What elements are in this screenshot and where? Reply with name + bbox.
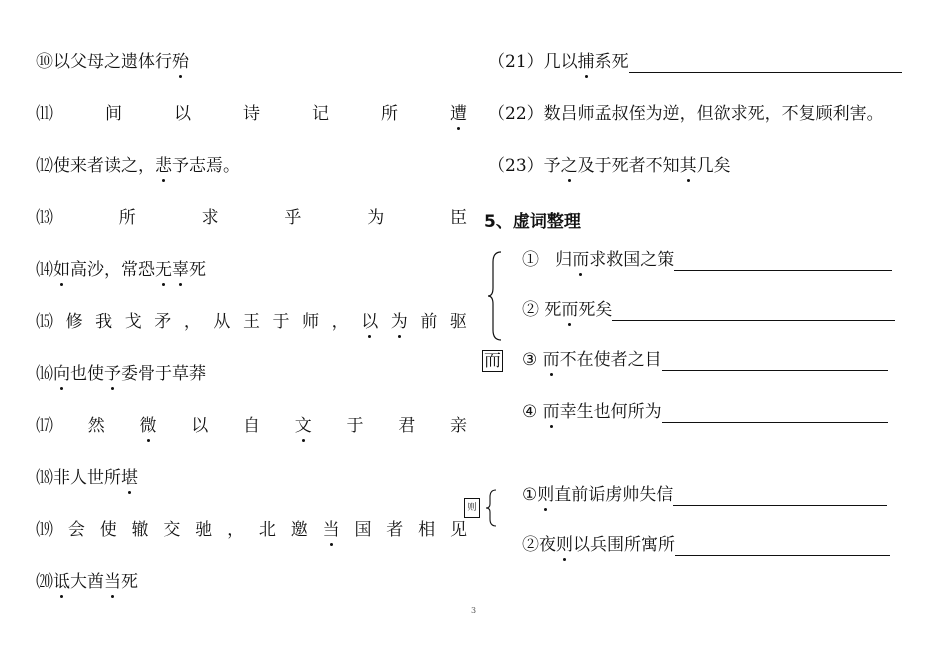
er-label: 而	[484, 351, 501, 371]
section-heading: 5、虚词整理	[484, 212, 581, 232]
answer-blank[interactable]	[662, 406, 888, 423]
line-23: （23）予之及于死者不知其几矣	[488, 156, 731, 176]
ze-item-2: ②夜则以兵围所寓所	[522, 534, 890, 556]
line-10: ⑩以父母之遗体行殆	[36, 52, 189, 72]
line-16: ⒃向也使予委骨于草莽	[36, 364, 206, 384]
brace-er	[487, 250, 503, 342]
line-20: ⒇诋大酋当死	[36, 572, 138, 592]
answer-blank[interactable]	[662, 354, 888, 371]
answer-blank[interactable]	[673, 489, 887, 506]
brace-ze	[485, 488, 497, 528]
line-13: ⒀ 所 求 乎 为 臣	[36, 208, 467, 228]
answer-blank[interactable]	[612, 304, 895, 321]
er-item-1: ① 归而求救国之策	[522, 249, 892, 271]
er-item-3: ③ 而不在使者之目	[522, 349, 888, 371]
line-11: ⑾ 间 以 诗 记 所 遭	[36, 104, 467, 124]
ze-item-1: ①则直前诟虏帅失信	[522, 484, 887, 506]
line-21: （21）几以捕系死	[488, 51, 902, 73]
er-item-2: ② 死而死矣	[522, 299, 895, 321]
line-22: （22）数吕师孟叔侄为逆，但欲求死，不复顾利害。	[488, 104, 884, 124]
line-15: ⒂ 修 我 戈 矛 ， 从 王 于 师 ， 以 为 前 驱	[36, 312, 467, 332]
line-19: ⒆ 会 使 辙 交 驰 ， 北 邀 当 国 者 相 见	[36, 520, 467, 540]
answer-blank[interactable]	[674, 254, 892, 271]
line-12: ⑿使来者读之，悲予志焉。	[36, 156, 240, 176]
line-17: ⒄ 然 微 以 自 文 于 君 亲	[36, 416, 467, 436]
line-14: ⒁如高沙，常恐无辜死	[36, 260, 206, 280]
line-18: ⒅非人世所堪	[36, 468, 138, 488]
er-item-4: ④ 而幸生也何所为	[522, 401, 888, 423]
answer-blank[interactable]	[675, 539, 890, 556]
ze-label: 则	[464, 498, 480, 518]
answer-blank[interactable]	[629, 56, 902, 73]
page-number: 3	[471, 606, 477, 615]
